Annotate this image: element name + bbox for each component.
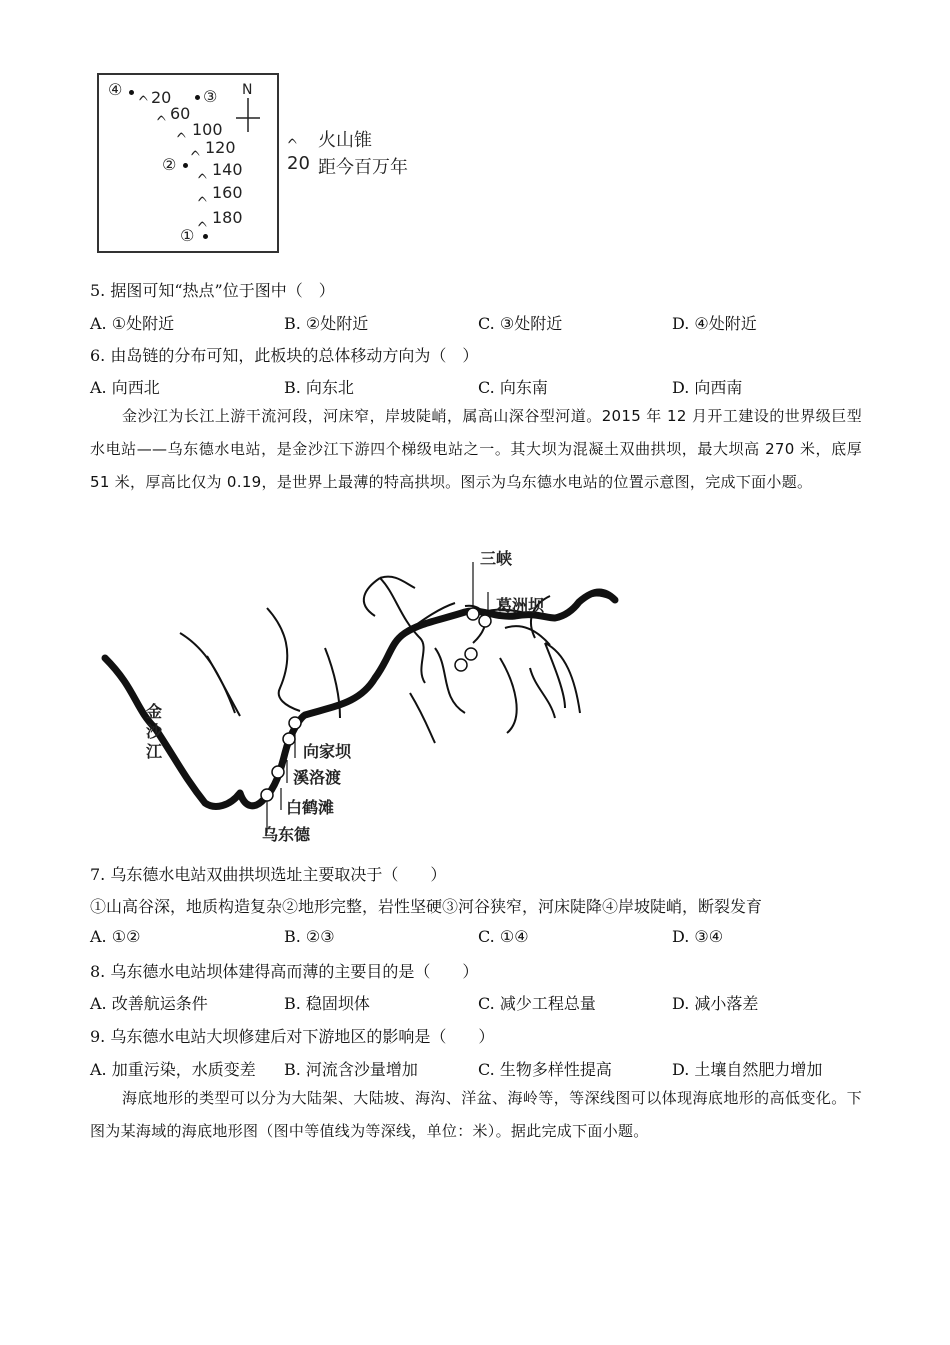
q8-option-b[interactable]: B. 稳固坝体 <box>284 994 370 1013</box>
q7-option-c[interactable]: C. ①④ <box>478 927 529 946</box>
q5-option-b[interactable]: B. ②处附近 <box>284 314 369 333</box>
q8-option-d[interactable]: D. 减小落差 <box>672 994 759 1013</box>
q8-option-a[interactable]: A. 改善航运条件 <box>90 994 208 1013</box>
question-6-stem: 6. 由岛链的分布可知，此板块的总体移动方向为（ ） <box>90 346 479 365</box>
age-label-100: 100 <box>192 120 223 139</box>
volcano-icon: ᨈ <box>198 216 209 230</box>
station-label-baihetan: 白鹤滩 <box>286 798 335 817</box>
volcano-icon: ᨈ <box>198 191 209 205</box>
q9-option-d[interactable]: D. 土壤自然肥力增加 <box>672 1060 823 1079</box>
station-label-xiluodu: 溪洛渡 <box>293 768 342 787</box>
age-label-140: 140 <box>212 160 243 179</box>
q5-option-c[interactable]: C. ③处附近 <box>478 314 563 333</box>
question-5-stem: 5. 据图可知“热点”位于图中（ ） <box>90 281 335 300</box>
q7-option-b[interactable]: B. ②③ <box>284 927 335 946</box>
age-label-20: 20 <box>151 88 172 107</box>
point-label-2: ② <box>162 155 177 174</box>
north-label: N <box>242 82 253 98</box>
question-9-stem: 9. 乌东德水电站大坝修建后对下游地区的影响是（ ） <box>90 1027 495 1046</box>
age-label-60: 60 <box>170 104 191 123</box>
legend-age-text: 距今百万年 <box>318 157 408 178</box>
age-label-160: 160 <box>212 183 243 202</box>
point-dot-2 <box>183 163 188 168</box>
passage-seafloor: 海底地形的类型可以分为大陆架、大陆坡、海沟、洋盆、海岭等，等深线图可以体现海底地形的高低变化。下图为某海域的海底地形图（图中等值线为等深线，单位：米）。据此完成下面小题。 <box>90 1089 862 1140</box>
q7-option-d[interactable]: D. ③④ <box>672 927 724 946</box>
station-label-gezhouba: 葛洲坝 <box>496 596 545 615</box>
question-8-stem: 8. 乌东德水电站坝体建得高而薄的主要目的是（ ） <box>90 962 479 981</box>
volcano-icon: ᨈ <box>157 110 168 124</box>
q6-option-c[interactable]: C. 向东南 <box>478 378 548 397</box>
legend-volcano-text: 火山锥 <box>318 130 372 151</box>
point-label-1: ① <box>180 226 195 245</box>
legend-volcano-icon: ᨈ <box>288 133 299 147</box>
q6-option-a[interactable]: A. 向西北 <box>90 378 160 397</box>
river-map <box>95 548 645 848</box>
volcano-icon: ᨈ <box>177 127 188 141</box>
station-label-wudongde: 乌东德 <box>262 825 311 844</box>
legend-age-value: 20 <box>287 153 310 174</box>
q5-option-d[interactable]: D. ④处附近 <box>672 314 757 333</box>
station-label-xiangjiaba: 向家坝 <box>303 742 352 761</box>
passage-jinsha-river: 金沙江为长江上游干流河段，河床窄，岸坡陡峭，属高山深谷型河道。2015 年 12 月开工建设的世界级巨型水电站——乌东德水电站，是金沙江下游四个梯级电站之一。其大坝为混凝土双曲拱坝，最大坝高 270 米，底厚 51 米，厚高比仅为 0.19，是世界上最薄的特高拱坝。图示为乌东德水电站的位置示意图，完成下面小题。 <box>90 407 862 491</box>
north-arrow-icon <box>232 96 264 134</box>
volcano-icon: ᨈ <box>191 145 202 159</box>
question-7-statements: ①山高谷深，地质构造复杂②地形完整，岩性坚硬③河谷狭窄，河床陡降④岸坡陡峭，断裂发育 <box>90 897 763 916</box>
age-label-120: 120 <box>205 138 236 157</box>
q9-option-b[interactable]: B. 河流含沙量增加 <box>284 1060 418 1079</box>
question-7-stem: 7. 乌东德水电站双曲拱坝选址主要取决于（ ） <box>90 865 447 884</box>
volcano-icon: ᨈ <box>139 90 150 104</box>
volcano-icon: ᨈ <box>198 168 209 182</box>
q6-option-b[interactable]: B. 向东北 <box>284 378 354 397</box>
q7-option-a[interactable]: A. ①② <box>90 927 141 946</box>
q8-option-c[interactable]: C. 减少工程总量 <box>478 994 596 1013</box>
age-label-180: 180 <box>212 208 243 227</box>
station-label-three-gorges: 三峡 <box>480 549 513 568</box>
q5-option-a[interactable]: A. ①处附近 <box>90 314 175 333</box>
point-dot-4 <box>129 90 134 95</box>
q9-option-a[interactable]: A. 加重污染，水质变差 <box>90 1060 256 1079</box>
point-dot-3 <box>195 95 200 100</box>
point-label-4: ④ <box>108 80 123 99</box>
river-label-jinsha: 金沙江 <box>146 702 163 761</box>
point-dot-1 <box>203 234 208 239</box>
q9-option-c[interactable]: C. 生物多样性提高 <box>478 1060 612 1079</box>
q6-option-d[interactable]: D. 向西南 <box>672 378 743 397</box>
point-label-3: ③ <box>203 87 218 106</box>
